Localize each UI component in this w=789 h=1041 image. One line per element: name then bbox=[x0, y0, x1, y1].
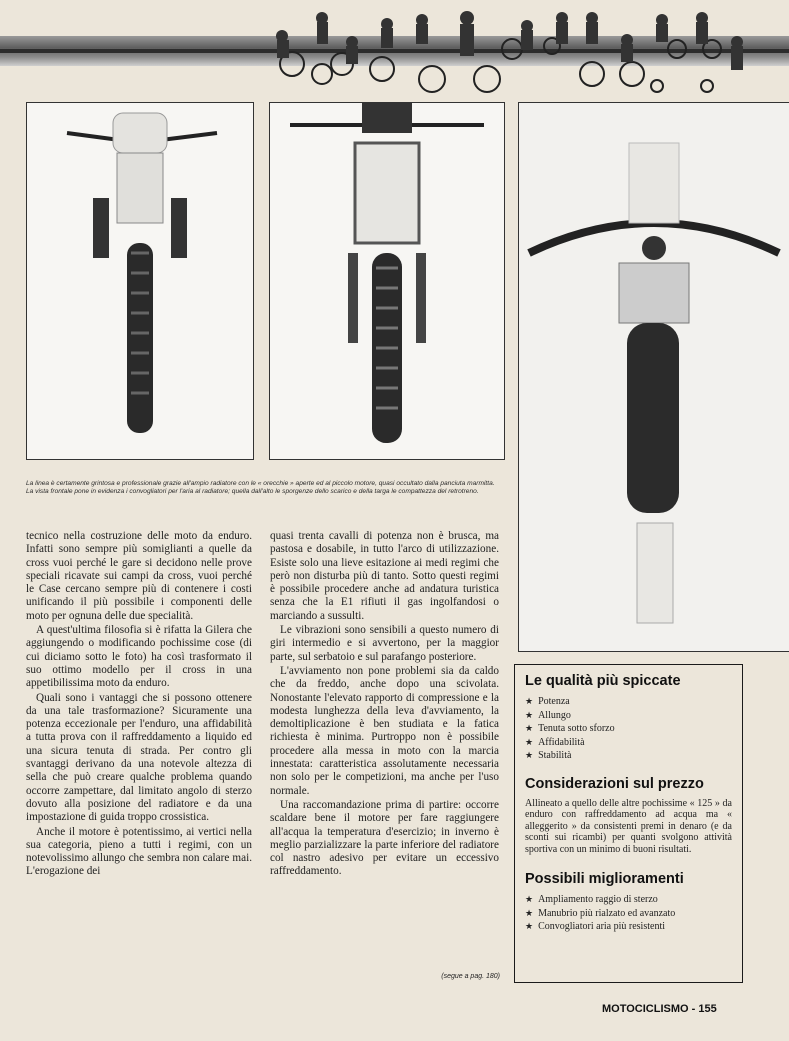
list-item: ★ Manubrio più rialzato ed avanzato bbox=[525, 907, 676, 919]
article-column-1 bbox=[26, 530, 252, 880]
list-item: ★ Potenza bbox=[525, 696, 570, 707]
paragraph: tecnico nella costruzione delle moto da enduro. Infatti sono sempre più somiglianti a quelle da cross vuoi perché le gare si decidono nelle prove speciali ricavate sui campi da cross, vuoi perché le Case cercano sempre più di contenere i costi unificando il più possibile i componenti delle moto per ognuna delle due specialità. bbox=[26, 530, 252, 622]
star-icon: ★ bbox=[525, 736, 534, 747]
paragraph: quasi trenta cavalli di potenza non è brusca, ma pastosa e dosabile, in tutto l'arco di utilizzazione. Esiste solo una lieve esitazione ai medi regimi che però non disturba più di tanto. Sotto questi regimi è possibile procedere anche ad andatura turistica senza che la E1 rifiuti il gas ingolfandosi o marciando a sussulti. bbox=[270, 530, 499, 622]
paragraph: Quali sono i vantaggi che si possono ottenere da una tale trasformazione? Sicuramente una potenza eccezionale per l'enduro, una affidabilità a tutta prova con il raffreddamento a liquido ed una sicura tenuta di strada. Per contro gli svantaggi derivano da una notevole altezza di sella che può creare qualche problema quando occorre zampettare, dal limitato angolo di sterzo dovuto alla posizione del radiatore e da una impostazione di guida troppo crossistica. bbox=[26, 691, 252, 824]
prezzo-text: Allineato a quello delle altre pochissime « 125 » da enduro con raffreddamento ad acqua ma « alleggerito » da consistenti premi in denaro (e da sconti sui ricambi) per quanti svolgono attività sportiva con un minimo di buoni risultati. bbox=[525, 797, 732, 855]
list-item: ★ Tenuta sotto sforzo bbox=[525, 723, 615, 734]
star-icon: ★ bbox=[525, 696, 534, 706]
star-icon: ★ bbox=[525, 723, 534, 733]
article-column-2 bbox=[270, 530, 499, 880]
paragraph: Anche il motore è potentissimo, ai vertici nella sua categoria, pieno a tutti i regimi, con un notevolissimo allungo che sembra non calare mai. L'erogazione dei bbox=[26, 825, 252, 878]
star-icon: ★ bbox=[525, 709, 534, 720]
photo-bike-rear-view bbox=[26, 102, 254, 460]
star-icon: ★ bbox=[525, 921, 534, 931]
paragraph: Le vibrazioni sono sensibili a questo numero di giri intermedio e si avvertono, per la maggior parte, sul serbatoio e sul parafango posteriore. bbox=[270, 624, 499, 663]
list-item: ★ Affidabilità bbox=[525, 736, 585, 748]
list-item: ★ Convogliatori aria più resistenti bbox=[525, 921, 665, 932]
miglioramenti-heading: Possibili miglioramenti bbox=[525, 871, 684, 887]
paragraph: L'avviamento non pone problemi sia da caldo che da freddo, anche dopo una scivolata. Nonostante l'elevato rapporto di compressione e la modesta lunghezza della leva d'avviamento, la demoltiplicazione è ben studiata e la fatica richiesta è minima. Purtroppo non è possibile procedere alla messa in moto con la marcia innestata: caratteristica assolutamente necessaria non solo per le competizioni, ma anche per l'uso normale. bbox=[270, 664, 499, 797]
page-footer: MOTOCICLISMO - 155 bbox=[602, 1003, 717, 1015]
photo-caption: La linea è certamente grintosa e professionale grazie all'ampio radiatore con le « orecchie » aperte ed al piccolo motore, quasi occultato dalla panciuta marmitta. La vista frontale pone in evidenza i convogliatori per l'aria al radiatore; quella dall'alto le sporgenze dello scarico e della targa le compattezza del retrotreno. bbox=[26, 480, 495, 495]
star-icon: ★ bbox=[525, 907, 534, 918]
star-icon: ★ bbox=[525, 750, 534, 760]
paragraph: A quest'ultima filosofia si è rifatta la Gilera che aggiungendo o modificando pochissime cose (di cui diciamo sotto le foto) ha così trasformato il suo ottimo modello per il cross in una appetibilissima moto da enduro. bbox=[26, 624, 252, 690]
header-riders-illustration bbox=[262, 4, 752, 94]
paragraph: Una raccomandazione prima di partire: occorre scaldare bene il motore per fare raggiungere all'acqua la temperatura d'esercizio; in inverno è meglio parzializzare la parte inferiore del radiatore col nastro adesivo per evitare un eccessivo raffreddamento. bbox=[270, 798, 499, 878]
continued-note: (segue a pag. 180) bbox=[441, 973, 500, 980]
list-item: ★ Ampliamento raggio di sterzo bbox=[525, 894, 658, 905]
photo-bike-top-view bbox=[518, 102, 789, 652]
miglioramenti-list bbox=[525, 893, 732, 934]
star-icon: ★ bbox=[525, 894, 534, 904]
list-item: ★ Stabilità bbox=[525, 750, 572, 761]
qualita-heading: Le qualità più spiccate bbox=[525, 673, 681, 689]
list-item: ★ Allungo bbox=[525, 709, 571, 721]
photo-bike-front-view bbox=[269, 102, 505, 460]
sidebar-box bbox=[514, 664, 743, 983]
qualita-list bbox=[525, 695, 732, 763]
prezzo-heading: Considerazioni sul prezzo bbox=[525, 775, 704, 792]
